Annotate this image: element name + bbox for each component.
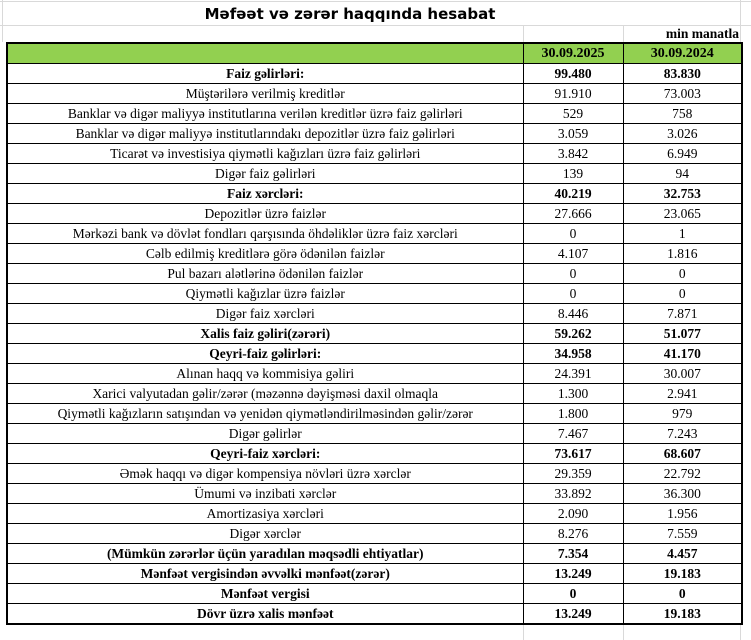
value-2024: 0	[623, 284, 742, 304]
value-2025: 529	[523, 104, 623, 124]
row-label: Xarici valyutadan gəlir/zərər (məzənnə dəyişməsi daxil olmaqla	[7, 384, 523, 404]
row-label: Mənfəət vergisindən əvvəlki mənfəət(zərər)	[7, 564, 523, 584]
value-2024: 0	[623, 264, 742, 284]
value-2025: 8.446	[523, 304, 623, 324]
value-2024: 83.830	[623, 64, 742, 84]
gridline	[623, 625, 624, 640]
row-label: Qiymətli kağızların satışından və yenidən qiymətləndirilməsindən gəlir/zərər	[7, 404, 523, 424]
table-row	[7, 64, 742, 84]
value-2025: 3.842	[523, 144, 623, 164]
value-2024: 23.065	[623, 204, 742, 224]
row-label: Digər faiz xərcləri	[7, 304, 523, 324]
value-2025: 3.059	[523, 124, 623, 144]
table-row	[7, 604, 742, 625]
value-2024: 36.300	[623, 484, 742, 504]
table-row	[7, 164, 742, 184]
value-2025: 13.249	[523, 604, 623, 625]
row-label: Qiymətli kağızlar üzrə faizlər	[7, 284, 523, 304]
value-2024: 2.941	[623, 384, 742, 404]
table-row	[7, 204, 742, 224]
row-label: Banklar və digər maliyyə institutlarına verilən kreditlər üzrə faiz gəlirləri	[7, 104, 523, 124]
value-2024: 22.792	[623, 464, 742, 484]
gridline	[0, 1, 751, 2]
value-2024: 94	[623, 164, 742, 184]
value-2024: 41.170	[623, 344, 742, 364]
row-label: Banklar və digər maliyyə institutlarındakı depozitlər üzrə faiz gəlirləri	[7, 124, 523, 144]
table-row	[7, 504, 742, 524]
row-label: Pul bazarı alətlərinə ödənilən faizlər	[7, 264, 523, 284]
gridline	[740, 625, 741, 640]
row-label: Əmək haqqı və digər kompensiya növləri üzrə xərclər	[7, 464, 523, 484]
row-label: Ümumi və inzibati xərclər	[7, 484, 523, 504]
value-2024: 1.956	[623, 504, 742, 524]
value-2025: 99.480	[523, 64, 623, 84]
table-row	[7, 304, 742, 324]
unit-label: min manatla	[665, 26, 739, 41]
row-label: Mənfəət vergisi	[7, 584, 523, 604]
table-row	[7, 324, 742, 344]
value-2025: 1.300	[523, 384, 623, 404]
row-label: (Mümkün zərərlər üçün yaradılan məqsədli ehtiyatlar)	[7, 544, 523, 564]
value-2025: 7.354	[523, 544, 623, 564]
value-2025: 7.467	[523, 424, 623, 444]
value-2025: 13.249	[523, 564, 623, 584]
value-2024: 7.871	[623, 304, 742, 324]
value-2025: 139	[523, 164, 623, 184]
table-body	[7, 43, 742, 624]
table-row	[7, 364, 742, 384]
table-row	[7, 444, 742, 464]
table-row	[7, 544, 742, 564]
table-row	[7, 464, 742, 484]
value-2024: 0	[623, 584, 742, 604]
value-2025: 40.219	[523, 184, 623, 204]
value-2024: 30.007	[623, 364, 742, 384]
value-2025: 1.800	[523, 404, 623, 424]
row-label: Amortizasiya xərcləri	[7, 504, 523, 524]
table-row	[7, 384, 742, 404]
value-2024: 4.457	[623, 544, 742, 564]
row-label: Digər gəlirlər	[7, 424, 523, 444]
row-label: Mərkəzi bank və dövlət fondları qarşısında öhdəliklər üzrə faiz xərcləri	[7, 224, 523, 244]
table-row	[7, 484, 742, 504]
value-2025: 33.892	[523, 484, 623, 504]
table-row	[7, 224, 742, 244]
value-2024: 73.003	[623, 84, 742, 104]
row-label: Xalis faiz gəliri(zərəri)	[7, 324, 523, 344]
gridline	[623, 26, 624, 42]
income-statement-table	[6, 42, 743, 625]
value-2025: 27.666	[523, 204, 623, 224]
value-2025: 4.107	[523, 244, 623, 264]
value-2025: 0	[523, 584, 623, 604]
value-2025: 91.910	[523, 84, 623, 104]
table-row	[7, 284, 742, 304]
value-2025: 34.958	[523, 344, 623, 364]
value-2024: 758	[623, 104, 742, 124]
value-2024: 68.607	[623, 444, 742, 464]
row-label: Müştərilərə verilmiş kreditlər	[7, 84, 523, 104]
table-row	[7, 584, 742, 604]
table-row	[7, 144, 742, 164]
row-label: Qeyri-faiz xərcləri:	[7, 444, 523, 464]
table-row	[7, 564, 742, 584]
table-row	[7, 104, 742, 124]
value-2025: 0	[523, 264, 623, 284]
table-row	[7, 524, 742, 544]
row-label: Depozitlər üzrə faizlər	[7, 204, 523, 224]
row-label: Cəlb edilmiş kreditlərə görə ödənilən faizlər	[7, 244, 523, 264]
value-2024: 7.243	[623, 424, 742, 444]
table-row	[7, 424, 742, 444]
value-2024: 3.026	[623, 124, 742, 144]
table-row	[7, 404, 742, 424]
value-2025: 0	[523, 284, 623, 304]
table-row	[7, 184, 742, 204]
header-empty-cell	[7, 43, 523, 64]
row-label: Faiz gəlirləri:	[7, 64, 523, 84]
value-2024: 1	[623, 224, 742, 244]
gridline	[0, 25, 751, 26]
table-row	[7, 264, 742, 284]
value-2024: 32.753	[623, 184, 742, 204]
row-label: Faiz xərcləri:	[7, 184, 523, 204]
value-2024: 1.816	[623, 244, 742, 264]
value-2024: 19.183	[623, 604, 742, 625]
row-label: Digər xərclər	[7, 524, 523, 544]
value-2025: 73.617	[523, 444, 623, 464]
gridline	[740, 0, 741, 42]
column-header-2024: 30.09.2024	[623, 43, 742, 64]
value-2024: 51.077	[623, 324, 742, 344]
gridline	[523, 625, 524, 640]
value-2024: 19.183	[623, 564, 742, 584]
row-label: Ticarət və investisiya qiymətli kağızları üzrə faiz gəlirləri	[7, 144, 523, 164]
value-2025: 0	[523, 224, 623, 244]
row-label: Dövr üzrə xalis mənfəət	[7, 604, 523, 625]
gridline	[523, 26, 524, 42]
column-header-2025: 30.09.2025	[523, 43, 623, 64]
value-2024: 979	[623, 404, 742, 424]
value-2025: 8.276	[523, 524, 623, 544]
value-2025: 2.090	[523, 504, 623, 524]
table-row	[7, 84, 742, 104]
table-header-row	[7, 43, 742, 64]
value-2025: 29.359	[523, 464, 623, 484]
value-2024: 6.949	[623, 144, 742, 164]
table-row	[7, 124, 742, 144]
value-2025: 59.262	[523, 324, 623, 344]
value-2025: 24.391	[523, 364, 623, 384]
table-row	[7, 244, 742, 264]
row-label: Qeyri-faiz gəlirləri:	[7, 344, 523, 364]
report-title: Məfəət və zərər haqqında hesabat	[204, 5, 496, 23]
row-label: Alınan haqq və kommisiya gəliri	[7, 364, 523, 384]
table-row	[7, 344, 742, 364]
value-2024: 7.559	[623, 524, 742, 544]
row-label: Digər faiz gəlirləri	[7, 164, 523, 184]
